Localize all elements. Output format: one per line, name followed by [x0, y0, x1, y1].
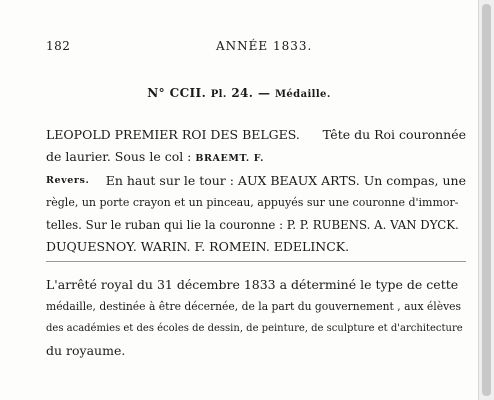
- obverse-line-1: [46, 124, 466, 146]
- reverse-line-4: DUQUESNOY. WARIN. F. ROMEIN. EDELINCK.: [46, 239, 350, 254]
- obverse-description: Tête du Roi couronnée: [322, 127, 466, 142]
- entry-number: N° CCII.: [147, 86, 207, 100]
- decree-note: [46, 274, 466, 362]
- reverse-inscription: En haut sur le tour : AUX BEAUX ARTS. Un compas, une: [105, 173, 466, 188]
- section-heading: [0, 86, 478, 100]
- plate-number: 24.: [231, 86, 254, 100]
- note-line-3: des académies et des écoles de dessin, de peinture, de sculpture et d'architecture: [46, 323, 463, 334]
- plate-abbreviation: Pl.: [210, 89, 227, 100]
- heading-label: Médaille.: [274, 89, 331, 100]
- running-header: [46, 39, 408, 55]
- reverse-label: Revers.: [46, 175, 90, 186]
- running-title: ANNÉE 1833.: [216, 39, 313, 53]
- reverse-line-3: telles. Sur le ruban qui lie la couronne : P. P. RUBENS. A. VAN DYCK.: [46, 218, 459, 232]
- heading-dash: —: [257, 86, 271, 100]
- obverse-detail: de laurier. Sous le col :: [46, 149, 192, 164]
- engraver-signature: BRAEMT. F.: [195, 153, 264, 164]
- page-number: 182: [46, 39, 71, 53]
- medal-description: [46, 124, 466, 258]
- note-line-1: L'arrêté royal du 31 décembre 1833 a déterminé le type de cette: [46, 277, 459, 292]
- reverse-line-1: [46, 170, 466, 192]
- note-line-2: médaille, destinée à être décernée, de la part du gouvernement , aux élèves: [46, 300, 462, 313]
- scrollbar-thumb[interactable]: [482, 4, 491, 396]
- note-line-4: du royaume.: [46, 343, 126, 358]
- obverse-legend: LEOPOLD PREMIER ROI DES BELGES.: [46, 127, 300, 142]
- obverse-line-2: [46, 146, 466, 170]
- vertical-scrollbar[interactable]: [478, 0, 494, 400]
- reverse-line-2: règle, un porte crayon et un pinceau, appuyés sur une couronne d'immor-: [46, 196, 459, 209]
- section-divider: [46, 261, 466, 262]
